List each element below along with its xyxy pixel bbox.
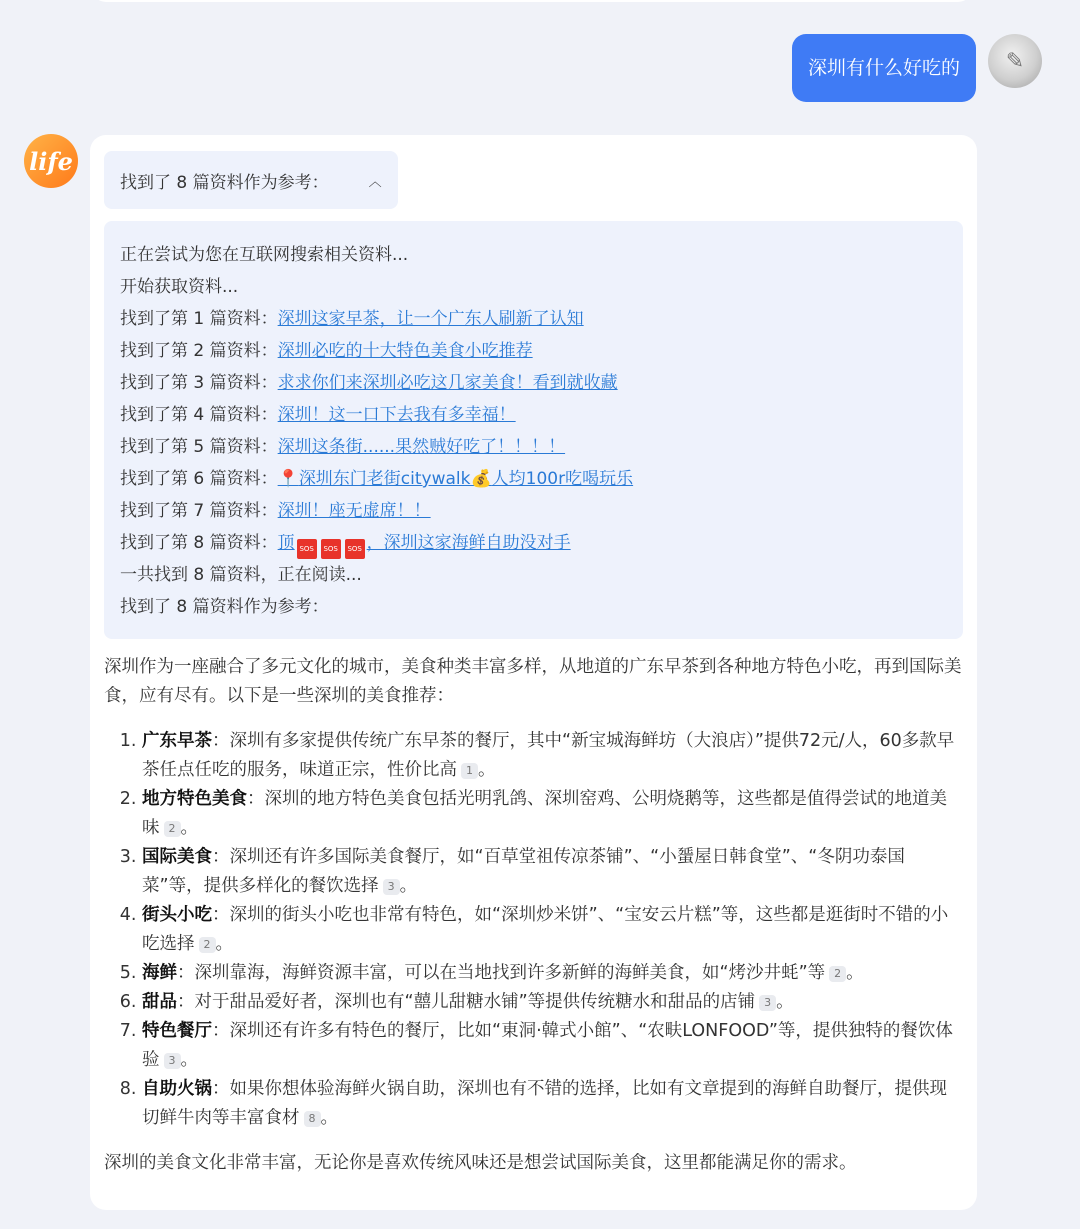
recommendation-list [104,727,963,1133]
user-message-bubble: 深圳有什么好吃的 [792,34,976,102]
previous-message-card [92,0,972,2]
reference-link[interactable]: 深圳必吃的十大特色美食小吃推荐 [277,341,533,361]
user-message-row [792,34,1042,102]
log-found-item: 找到了第 3 篇资料：求求你们来深圳必吃这几家美食！看到就收藏 [120,373,618,393]
sos-icon: SOS [345,539,365,559]
log-found-item: 找到了第 7 篇资料：深圳！座无虚席！！ [120,501,431,521]
citation-badge[interactable]: 3 [383,879,400,895]
log-fetching: 开始获取资料... [120,277,239,297]
list-item: 8. 自助火锅：如果你想体验海鲜火锅自助，深圳也有不错的选择，比如有文章提到的海鲜自助餐厅，提供现切鲜牛肉等丰富食材 8 。 [142,1075,963,1133]
sos-icon: SOS [297,539,317,559]
citation-badge[interactable]: 2 [164,821,181,837]
log-found-item: 找到了第 8 篇资料：顶 SOS SOS SOS ，深圳这家海鲜自助没对手 [120,527,947,559]
citation-badge[interactable]: 8 [304,1111,321,1127]
pin-icon: 📍 [277,469,299,489]
log-found-item: 找到了第 4 篇资料：深圳！这一口下去我有多幸福！ [120,405,516,425]
list-item: 6. 甜品：对于甜品爱好者，深圳也有“囍儿甜糖水铺”等提供传统糖水和甜品的店铺 3 。 [142,988,963,1017]
citation-badge[interactable]: 2 [199,937,216,953]
list-item: 4. 街头小吃：深圳的街头小吃也非常有特色，如“深圳炒米饼”、“宝安云片糕”等，这些都是逛街时不错的小吃选择 2 。 [142,901,963,959]
log-found-item: 找到了第 2 篇资料：深圳必吃的十大特色美食小吃推荐 [120,341,533,361]
list-item: 1. 广东早茶：深圳有多家提供传统广东早茶的餐厅，其中“新宝城海鲜坊（大浪店）”提供72元/人，60多款早茶任点任吃的服务，味道正宗，性价比高 1 。 [142,727,963,785]
bot-message-card [90,135,977,1210]
log-found-item: 找到了第 1 篇资料：深圳这家早茶，让一个广东人刷新了认知 [120,309,584,329]
log-found-item: 找到了第 6 篇资料：📍深圳东门老街citywalk💰人均100r吃喝玩乐 [120,469,634,489]
reference-link[interactable]: 深圳这条街......果然贼好吃了！！！！ [277,437,566,457]
reference-link[interactable]: 求求你们来深圳必吃这几家美食！看到就收藏 [277,373,618,393]
list-item: 2. 地方特色美食：深圳的地方特色美食包括光明乳鸽、深圳窑鸡、公明烧鹅等，这些都是值得尝试的地道美味 2 。 [142,785,963,843]
answer-intro: 深圳作为一座融合了多元文化的城市，美食种类丰富多样，从地道的广东早茶到各种地方特色小吃，再到国际美食，应有尽有。以下是一些深圳的美食推荐： [104,657,962,706]
reference-link[interactable]: 深圳这家早茶，让一个广东人刷新了认知 [277,309,584,329]
list-item: 3. 国际美食：深圳还有许多国际美食餐厅，如“百草堂祖传凉茶铺”、“小蜑屋日韩食堂”、“冬阴功泰国菜”等，提供多样化的餐饮选择 3 。 [142,843,963,901]
money-bag-icon: 💰 [470,469,492,489]
reference-link[interactable]: 📍深圳东门老街citywalk💰人均100r吃喝玩乐 [277,469,634,489]
reference-link[interactable]: 深圳！座无虚席！！ [277,501,431,521]
citation-badge[interactable]: 3 [759,995,776,1011]
bot-avatar: life [24,134,78,188]
citation-badge[interactable]: 2 [829,966,846,982]
log-searching: 正在尝试为您在互联网搜索相关资料... [120,245,409,265]
log-found-item: 找到了第 5 篇资料：深圳这条街......果然贼好吃了！！！！ [120,437,566,457]
answer-outro: 深圳的美食文化非常丰富，无论你是喜欢传统风味还是想尝试国际美食，这里都能满足你的需求。 [104,1153,857,1173]
reference-link[interactable]: 顶 SOS SOS SOS ，深圳这家海鲜自助没对手 [278,533,571,553]
citation-badge[interactable]: 1 [461,763,478,779]
citation-badge[interactable]: 3 [164,1053,181,1069]
log-done: 找到了 8 篇资料作为参考： [120,597,329,617]
log-total: 一共找到 8 篇资料，正在阅读... [120,565,362,585]
references-toggle-label: 找到了 8 篇资料作为参考： [120,172,329,193]
chevron-up-icon: ︿ [368,174,382,190]
list-item: 7. 特色餐厅：深圳还有许多有特色的餐厅，比如“東洞·韓式小館”、“农畉LONFOOD”等，提供独特的餐饮体验 3 。 [142,1017,963,1075]
reference-link[interactable]: 深圳！这一口下去我有多幸福！ [277,405,516,425]
references-toggle[interactable] [104,151,398,209]
sos-icon: SOS [321,539,341,559]
search-log [104,221,963,639]
list-item: 5. 海鲜：深圳靠海，海鲜资源丰富，可以在当地找到许多新鲜的海鲜美食，如“烤沙井蚝”等 2 。 [142,959,963,988]
user-avatar[interactable]: ✎ [988,34,1042,88]
